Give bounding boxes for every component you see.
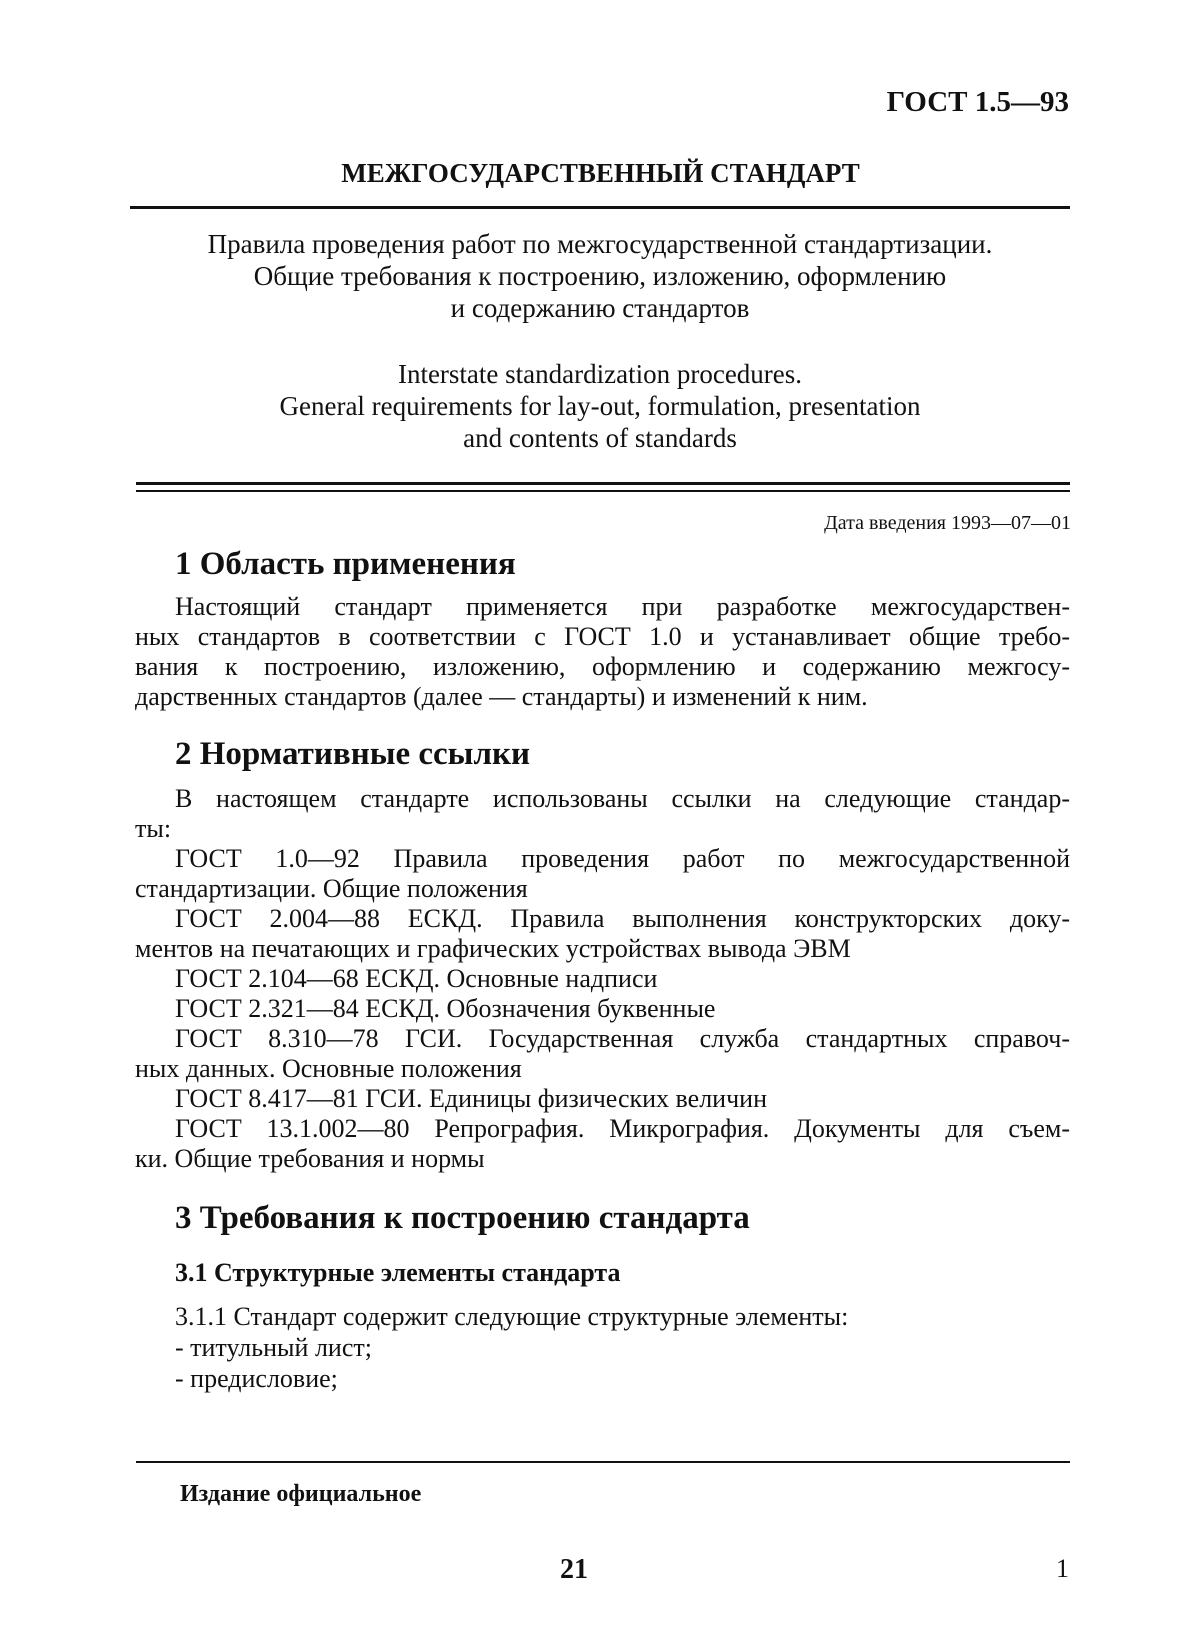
section-2-heading: 2 Нормативные ссылки — [175, 736, 530, 772]
title-ru-line: Правила проведения работ по межгосударственной стандартизации. — [207, 229, 993, 259]
text-line: дарственных стандартов (далее — стандарты) и изменений к ним. — [135, 682, 868, 711]
title-ru-line: Общие требования к построению, изложению, оформлению — [253, 261, 947, 291]
header-rule — [130, 206, 1070, 209]
text-line: Настоящий стандарт применяется при разработке межгосударствен- — [175, 592, 1070, 621]
structure-line: 3.1.1 Стандарт содержит следующие структурные элементы: — [175, 1302, 849, 1331]
reference-line: ных данных. Основные положения — [135, 1054, 522, 1083]
introduction-date: Дата введения 1993—07—01 — [824, 512, 1071, 534]
section-1-text — [135, 592, 1070, 712]
title-english — [130, 358, 1070, 454]
reference-line: ГОСТ 2.321—84 ЕСКД. Обозначения буквенные — [175, 994, 716, 1023]
reference-line: ГОСТ 2.104—68 ЕСКД. Основные надписи — [175, 964, 658, 993]
standard-type: МЕЖГОСУДАРСТВЕННЫЙ СТАНДАРТ — [341, 158, 860, 188]
text-line: ных стандартов в соответствии с ГОСТ 1.0 и устанавливает общие требо- — [135, 622, 1070, 651]
title-rule-lower — [136, 490, 1070, 492]
section-3-heading: 3 Требования к построению стандарта — [175, 1200, 750, 1236]
official-edition-label: Издание официальное — [180, 1481, 422, 1507]
text-line: ты: — [135, 814, 172, 843]
document-code: ГОСТ 1.5—93 — [886, 86, 1069, 118]
reference-line: ГОСТ 13.1.002—80 Репрография. Микрография. Документы для съем- — [175, 1114, 1070, 1143]
title-rule-upper — [136, 482, 1070, 485]
title-en-line: Interstate standardization procedures. — [397, 359, 803, 389]
section-2-text — [135, 784, 1070, 1174]
reference-line: ГОСТ 1.0—92 Правила проведения работ по межгосударственной — [175, 844, 1070, 873]
page-number: 21 — [560, 1554, 588, 1585]
structure-item: - предисловие; — [175, 1364, 338, 1393]
subsection-3-1-heading: 3.1 Структурные элементы стандарта — [175, 1258, 621, 1287]
reference-line: стандартизации. Общие положения — [135, 874, 528, 903]
sheet-number: 1 — [1056, 1554, 1069, 1583]
title-ru-line: и содержанию стандартов — [450, 293, 750, 323]
structure-item: - титульный лист; — [175, 1333, 372, 1362]
title-en-line: General requirements for lay-out, formulation, presentation — [279, 391, 921, 421]
text-line: В настоящем стандарте использованы ссылки на следующие стандар- — [175, 784, 1070, 813]
section-1-heading: 1 Область применения — [175, 546, 516, 582]
text-line: вания к построению, изложению, оформлению и содержанию межгосу- — [135, 652, 1070, 681]
title-en-line: and contents of standards — [463, 423, 737, 453]
reference-line: ГОСТ 8.417—81 ГСИ. Единицы физических величин — [175, 1084, 767, 1113]
reference-line: ментов на печатающих и графических устройствах вывода ЭВМ — [135, 934, 851, 963]
title-russian — [130, 228, 1070, 324]
reference-line: ГОСТ 8.310—78 ГСИ. Государственная служба стандартных справоч- — [175, 1024, 1070, 1053]
footer-rule — [136, 1461, 1070, 1463]
reference-line: ГОСТ 2.004—88 ЕСКД. Правила выполнения конструкторских доку- — [175, 904, 1070, 933]
reference-line: ки. Общие требования и нормы — [135, 1144, 485, 1173]
